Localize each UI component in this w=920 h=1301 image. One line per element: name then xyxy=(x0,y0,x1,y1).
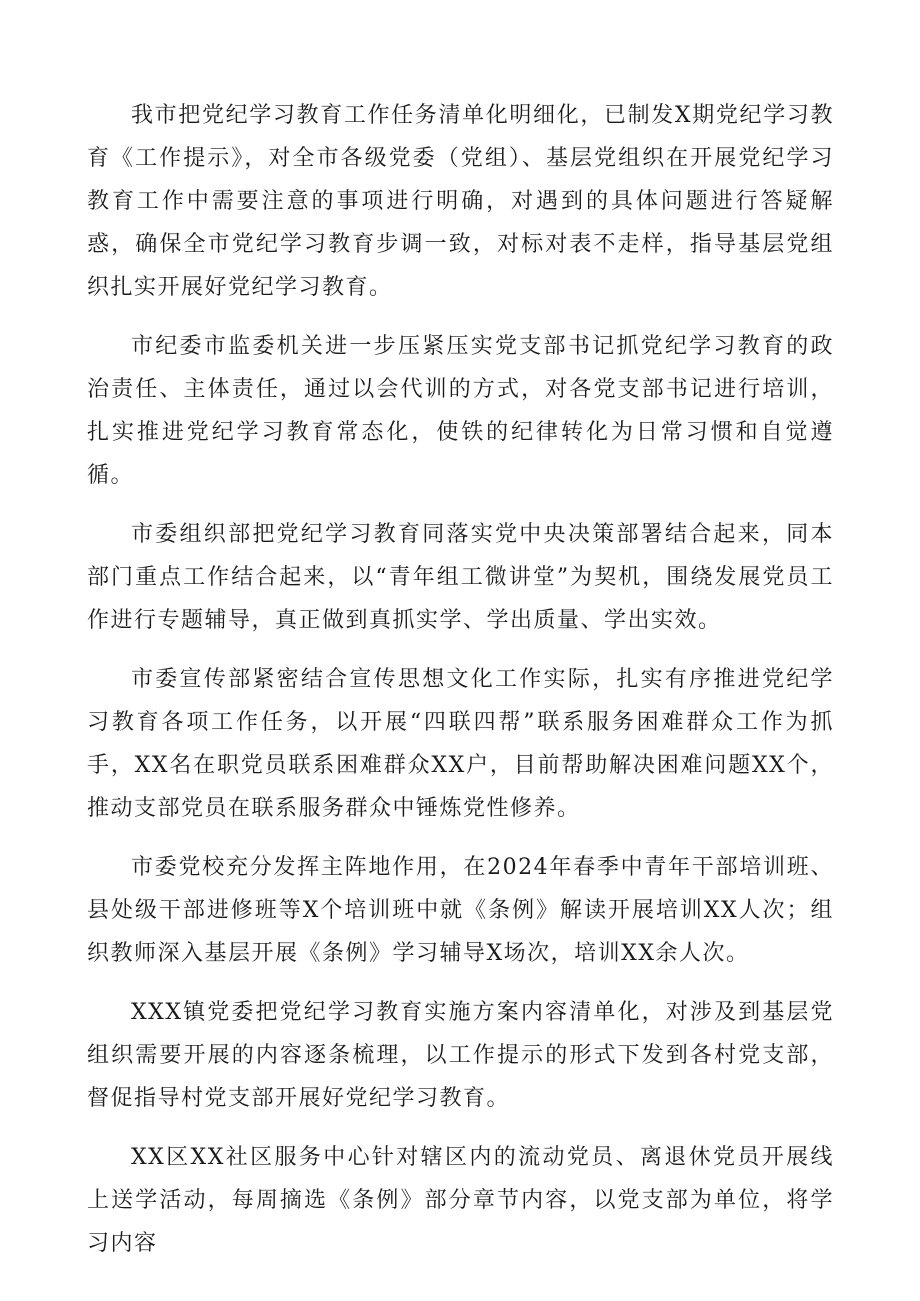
paragraph-3: 市委组织部把党纪学习教育同落实党中央决策部署结合起来，同本部门重点工作结合起来，以“青年组工微讲堂”为契机，围绕发展党员工作进行专题辅导，真正做到真抓实学、学出质量、学出实效。 xyxy=(87,522,834,633)
paragraph-2: 市纪委市监委机关进一步压紧压实党支部书记抓党纪学习教育的政治责任、主体责任，通过以会代训的方式，对各党支部书记进行培训，扎实推进党纪学习教育常态化，使铁的纪律转化为日常习惯和自觉遵循。 xyxy=(87,334,834,488)
paragraph-6: XXX镇党委把党纪学习教育实施方案内容清单化，对涉及到基层党组织需要开展的内容逐条梳理，以工作提示的形式下发到各村党支部，督促指导村党支部开展好党纪学习教育。 xyxy=(87,1000,834,1111)
paragraph-4: 市委宣传部紧密结合宣传思想文化工作实际，扎实有序推进党纪学习教育各项工作任务，以开展“四联四帮”联系服务困难群众工作为抓手，XX名在职党员联系困难群众XX户，目前帮助解决困难问题XX个，推动支部党员在联系服务群众中锤炼党性修养。 xyxy=(87,667,834,821)
paragraph-7: XX区XX社区服务中心针对辖区内的流动党员、离退休党员开展线上送学活动，每周摘选《条例》部分章节内容，以党支部为单位，将学习内容 xyxy=(87,1145,834,1256)
paragraph-1: 我市把党纪学习教育工作任务清单化明细化，已制发X期党纪学习教育《工作提示》，对全市各级党委（党组）、基层党组织在开展党纪学习教育工作中需要注意的事项进行明确，对遇到的具体问题进行答疑解惑，确保全市党纪学习教育步调一致，对标对表不走样，指导基层党组织扎实开展好党纪学习教育。 xyxy=(87,103,834,300)
paragraph-5: 市委党校充分发挥主阵地作用，在2024年春季中青年干部培训班、县处级干部进修班等X个培训班中就《条例》解读开展培训XX人次；组织教师深入基层开展《条例》学习辅导X场次，培训XX余人次。 xyxy=(87,855,834,966)
